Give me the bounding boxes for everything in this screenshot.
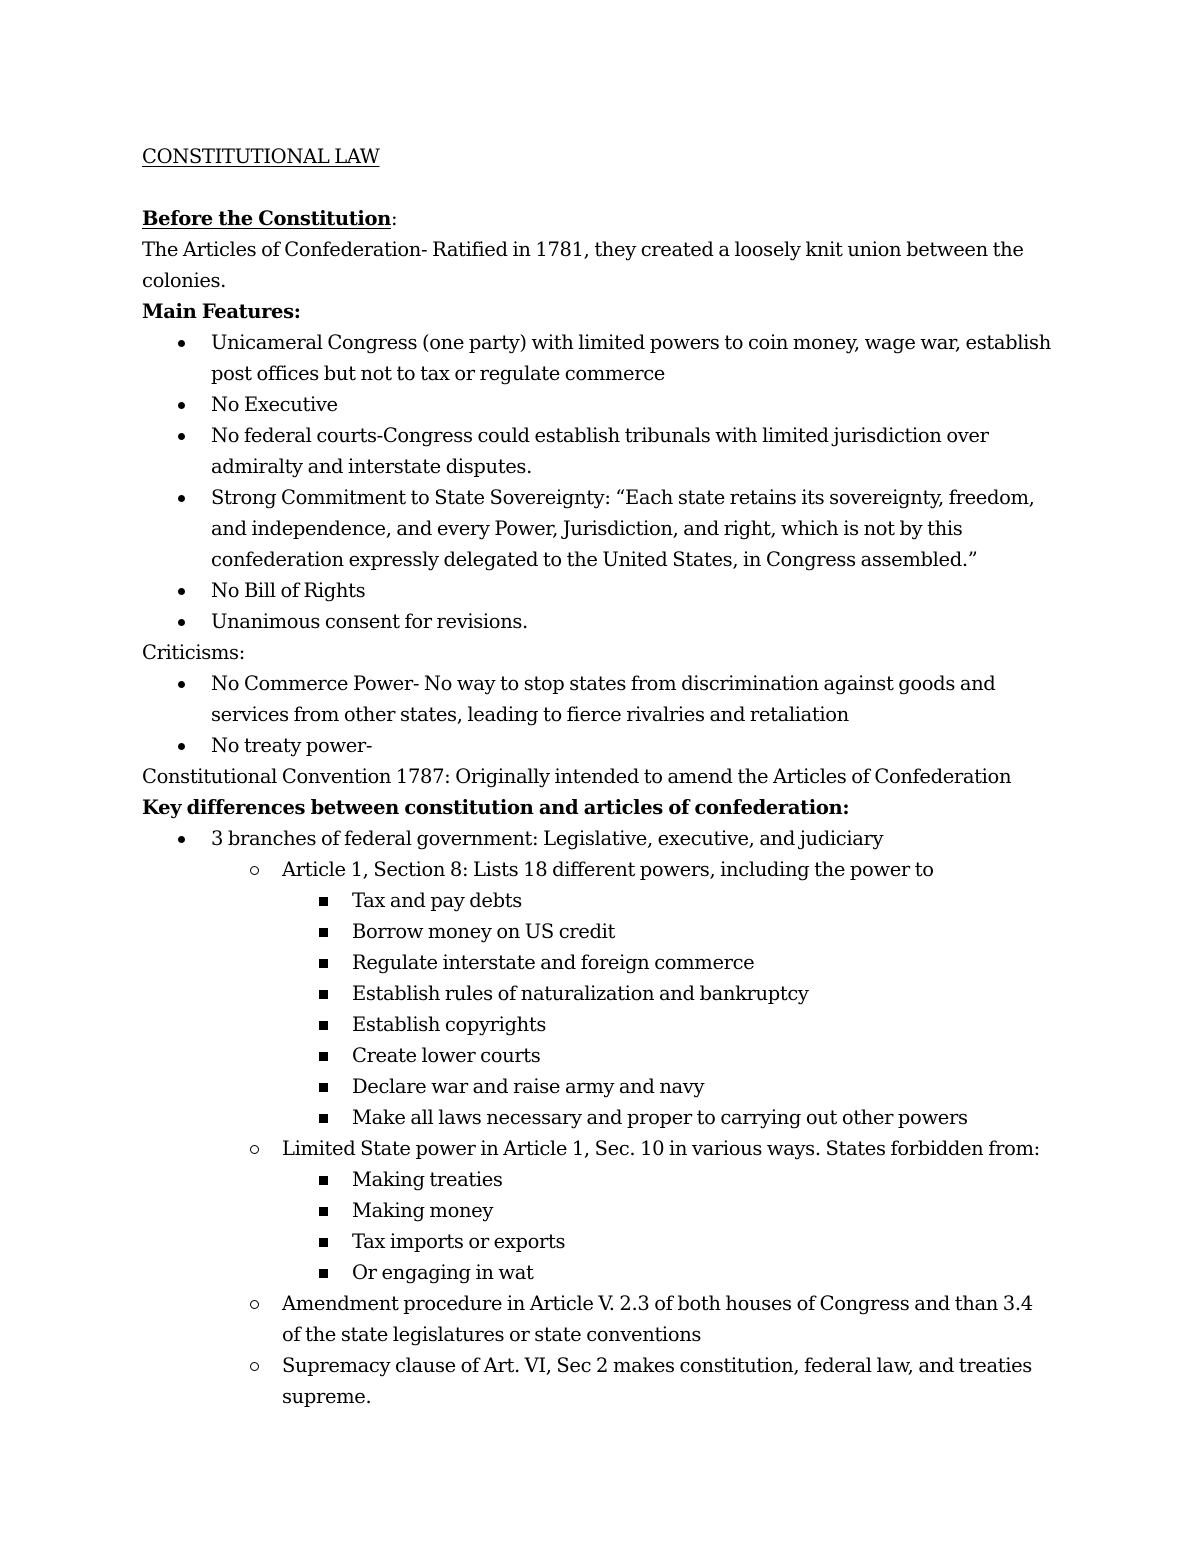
- convention-paragraph: Constitutional Convention 1787: Originally intended to amend the Articles of Confederation: [142, 765, 1012, 788]
- feature-item-line: admiralty and interstate disputes.: [211, 455, 532, 478]
- feature-item-line: No federal courts-Congress could establish tribunals with limited jurisdiction over: [211, 424, 989, 447]
- power-item: Regulate interstate and foreign commerce: [352, 951, 755, 974]
- hollow-bullet-icon: [250, 1145, 259, 1154]
- forbidden-item: Tax imports or exports: [352, 1230, 566, 1253]
- square-bullet-icon: [319, 1269, 328, 1278]
- supremacy-item-line: supreme.: [282, 1385, 372, 1408]
- square-bullet-icon: [319, 959, 328, 968]
- article1-item: Article 1, Section 8: Lists 18 different powers, including the power to: [282, 858, 934, 881]
- feature-item-line: confederation expressly delegated to the United States, in Congress assembled.”: [211, 548, 978, 571]
- square-bullet-icon: [319, 990, 328, 999]
- hollow-bullet-icon: [250, 866, 259, 875]
- amendment-item-line: Amendment procedure in Article V. 2.3 of both houses of Congress and than 3.4: [282, 1292, 1033, 1315]
- criticism-item-line: services from other states, leading to fierce rivalries and retaliation: [211, 703, 849, 726]
- main-features-label: Main Features:: [142, 300, 301, 323]
- feature-item-line: Strong Commitment to State Sovereignty: “Each state retains its sovereignty, freedom,: [211, 486, 1035, 509]
- forbidden-item: Making treaties: [352, 1168, 503, 1191]
- power-item: Establish copyrights: [352, 1013, 547, 1036]
- feature-item-line: No Executive: [211, 393, 338, 416]
- feature-item-line: No Bill of Rights: [211, 579, 366, 602]
- criticism-item-line: No Commerce Power- No way to stop states from discrimination against goods and: [211, 672, 996, 695]
- square-bullet-icon: [319, 1083, 328, 1092]
- bullet-icon: [178, 588, 185, 595]
- square-bullet-icon: [319, 1238, 328, 1247]
- branches-item: 3 branches of federal government: Legislative, executive, and judiciary: [211, 827, 884, 850]
- intro-paragraph-line: colonies.: [142, 269, 227, 292]
- criticisms-label: Criticisms:: [142, 641, 245, 664]
- square-bullet-icon: [319, 1207, 328, 1216]
- section-heading-before-constitution: [142, 203, 397, 234]
- square-bullet-icon: [319, 1021, 328, 1030]
- bullet-icon: [178, 836, 185, 843]
- power-item: Borrow money on US credit: [352, 920, 615, 943]
- limited-state-item: Limited State power in Article 1, Sec. 10 in various ways. States forbidden from:: [282, 1137, 1040, 1160]
- bullet-icon: [178, 340, 185, 347]
- power-item: Create lower courts: [352, 1044, 541, 1067]
- intro-paragraph-line: The Articles of Confederation- Ratified in 1781, they created a loosely knit union between the: [142, 238, 1024, 261]
- bullet-icon: [178, 619, 185, 626]
- bullet-icon: [178, 743, 185, 750]
- document-title: CONSTITUTIONAL LAW: [142, 145, 380, 168]
- bullet-icon: [178, 433, 185, 440]
- square-bullet-icon: [319, 1052, 328, 1061]
- key-differences-heading: Key differences between constitution and articles of confederation:: [142, 796, 850, 819]
- square-bullet-icon: [319, 1114, 328, 1123]
- feature-item-line: Unanimous consent for revisions.: [211, 610, 528, 633]
- bullet-icon: [178, 495, 185, 502]
- feature-item-line: post offices but not to tax or regulate commerce: [211, 362, 665, 385]
- amendment-item-line: of the state legislatures or state conventions: [282, 1323, 702, 1346]
- feature-item-line: and independence, and every Power, Jurisdiction, and right, which is not by this: [211, 517, 963, 540]
- criticism-item-line: No treaty power-: [211, 734, 373, 757]
- hollow-bullet-icon: [250, 1362, 259, 1371]
- section-heading-colon: :: [390, 207, 398, 230]
- square-bullet-icon: [319, 897, 328, 906]
- bullet-icon: [178, 681, 185, 688]
- power-item: Tax and pay debts: [352, 889, 522, 912]
- bullet-icon: [178, 402, 185, 409]
- square-bullet-icon: [319, 928, 328, 937]
- power-item: Declare war and raise army and navy: [352, 1075, 705, 1098]
- hollow-bullet-icon: [250, 1300, 259, 1309]
- section-heading-text: Before the Constitution: [142, 207, 391, 230]
- feature-item-line: Unicameral Congress (one party) with limited powers to coin money, wage war, establish: [211, 331, 1051, 354]
- power-item: Establish rules of naturalization and bankruptcy: [352, 982, 809, 1005]
- power-item: Make all laws necessary and proper to carrying out other powers: [352, 1106, 968, 1129]
- forbidden-item: Making money: [352, 1199, 494, 1222]
- forbidden-item: Or engaging in wat: [352, 1261, 534, 1284]
- supremacy-item-line: Supremacy clause of Art. VI, Sec 2 makes constitution, federal law, and treaties: [282, 1354, 1032, 1377]
- square-bullet-icon: [319, 1176, 328, 1185]
